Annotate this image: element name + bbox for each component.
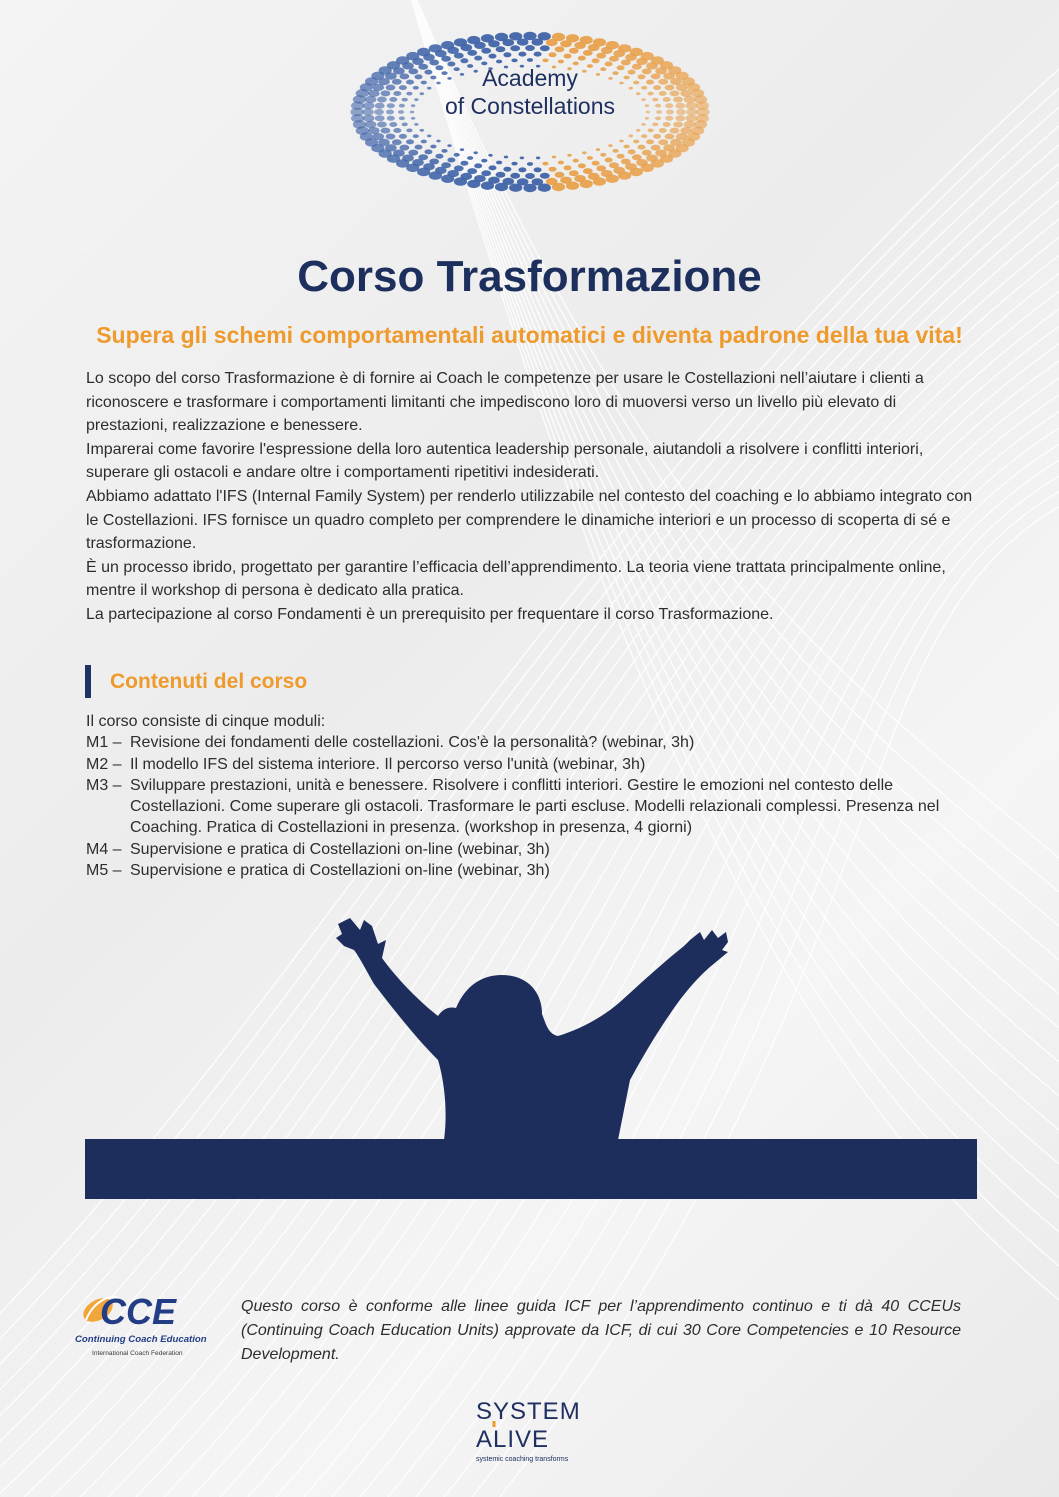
intro-paragraph: La partecipazione al corso Fondamenti è un prerequisito per frequentare il corso Trasformazione. xyxy=(86,605,774,623)
module-text: Revisione dei fondamenti delle costellazioni. Cos'è la personalità? (webinar, 3h) xyxy=(130,734,695,752)
section-title: Contenuti del corso xyxy=(110,670,308,693)
module-code: M1 – xyxy=(86,734,122,752)
intro-paragraph: Imparerai come favorire l'espressione della loro autentica leadership personale, aiutandoli a risolvere i conflitti interiori, superare gli ostacoli e andare oltre i comportamenti ripetitivi indesiderati. xyxy=(86,440,924,482)
module-code: M3 – xyxy=(86,776,122,794)
module-code: M4 – xyxy=(86,840,122,858)
module-item xyxy=(86,860,986,881)
system-alive-line1: SYSTEM xyxy=(476,1398,581,1425)
intro-paragraph: Lo scopo del corso Trasformazione è di fornire ai Coach le competenze per usare le Costellazioni nell’aiutare i clienti a riconoscere e trasformare i comportamenti limitanti che impediscono loro di muoversi verso un livello più elevato di prestazioni, realizzazione e benessere. xyxy=(86,370,924,435)
course-contents xyxy=(86,711,986,881)
module-text: Supervisione e pratica di Costellazioni on-line (webinar, 3h) xyxy=(130,862,550,880)
contents-intro: Il corso consiste di cinque moduli: xyxy=(86,713,326,730)
page-subtitle: Supera gli schemi comportamentali automatici e diventa padrone della tua vita! xyxy=(96,322,963,348)
intro-text xyxy=(86,367,976,627)
module-text: Sviluppare prestazioni, unità e benessere. Risolvere i conflitti interiori. Gestire le emozioni nel contesto delle Costellazioni. Come superare gli ostacoli. Trasformare le parti escluse. Modelli relazionali complessi. Presenza nel Coaching. Pratica di Costellazioni in presenza. (workshop in presenza, 4 giorni) xyxy=(130,776,940,837)
module-text: Supervisione e pratica di Costellazioni on-line (webinar, 3h) xyxy=(130,840,550,858)
module-code: M2 – xyxy=(86,755,122,773)
module-item xyxy=(86,732,986,753)
system-alive-logo xyxy=(470,1395,590,1465)
navy-banner xyxy=(85,1139,977,1199)
module-item xyxy=(86,775,986,839)
module-code: M5 – xyxy=(86,862,122,880)
cce-logo xyxy=(72,1290,212,1360)
academy-logo-text xyxy=(400,64,660,120)
system-alive-line2: ALIVE xyxy=(476,1426,550,1453)
module-item xyxy=(86,839,986,860)
module-text: Il modello IFS del sistema interiore. Il percorso verso l'unità (webinar, 3h) xyxy=(130,755,646,773)
cce-org: International Coach Federation xyxy=(92,1350,183,1357)
logo-line1: Academy xyxy=(482,65,578,91)
cce-mark: CCE xyxy=(100,1291,177,1332)
intro-paragraph: È un processo ibrido, progettato per garantire l’efficacia dell’apprendimento. La teoria viene trattata principalmente online, mentre il workshop di persona è dedicato alla pratica. xyxy=(86,558,946,600)
icf-note: Questo corso è conforme alle linee guida ICF per l’apprendimento continuo e ti dà 40 CCEUs (Continuing Coach Education Units) approvate da ICF, di cui 30 Core Competencies e 10 Resource Development. xyxy=(241,1298,961,1363)
section-accent-bar xyxy=(85,665,91,698)
cce-name: Continuing Coach Education xyxy=(75,1334,207,1345)
logo-line2: of Constellations xyxy=(444,93,616,119)
intro-paragraph: Abbiamo adattato l'IFS (Internal Family System) per renderlo utilizzabile nel contesto del coaching e lo abbiamo integrato con le Costellazioni. IFS fornisce un quadro completo per comprendere le dinamiche interiori e un processo di scoperta di sé e trasformazione. xyxy=(86,487,973,553)
system-alive-tagline: systemic coaching transforms xyxy=(476,1456,569,1463)
raised-arms-silhouette xyxy=(320,910,750,1145)
module-item xyxy=(86,754,986,775)
page-title: Corso Trasformazione xyxy=(297,252,762,301)
